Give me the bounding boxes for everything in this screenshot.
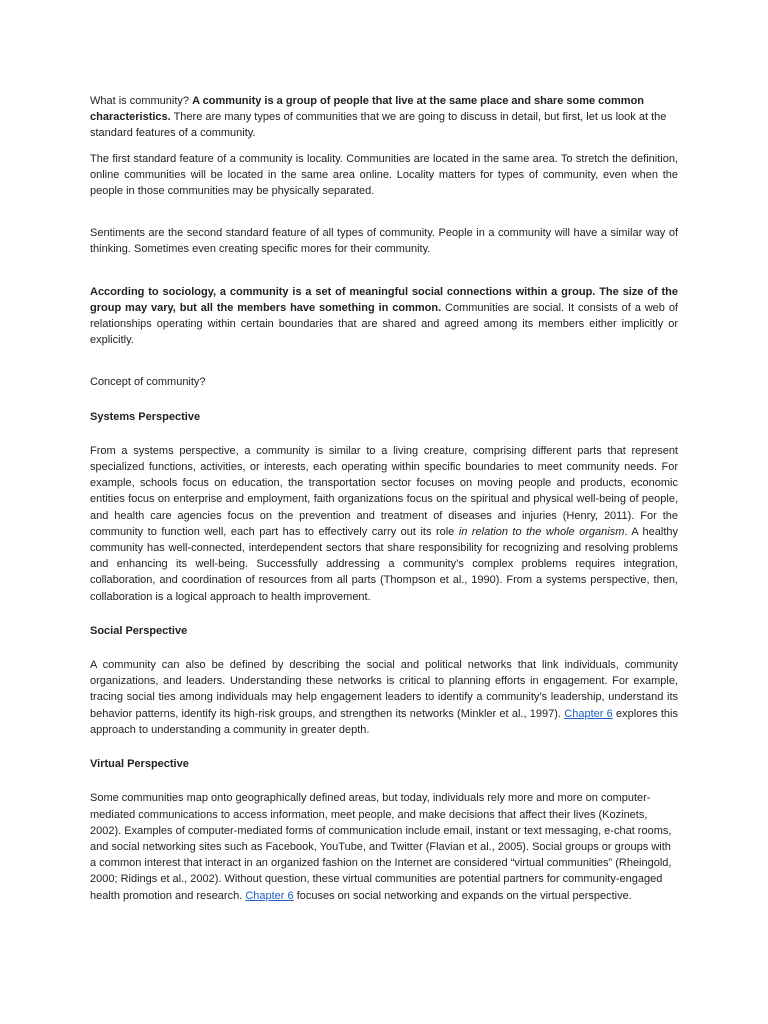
- social-text-1: A community can also be defined by describing the social and political networks that link individuals, community organizations, and leaders. Understanding these networks is critical to planning efforts in engagement. For example, tracing social ties among individuals may help engagement leaders to identify a community’s leadership, understand its behavior patterns, identify its high-risk groups, and strengthen its networks (Minkler et al., 1997).: [90, 659, 678, 720]
- concept-question: Concept of community?: [90, 376, 206, 389]
- intro-definition: A community is a group of people that live at the same place and share some common characteristics.: [90, 95, 645, 124]
- social-heading: Social Perspective: [90, 624, 188, 637]
- chapter-6-link[interactable]: Chapter 6: [564, 707, 613, 720]
- systems-italic: in relation to the whole organism: [458, 525, 625, 538]
- sociology-rest: Communities are social. It consists of a web of relationships operating within certain boundaries that are shared and agreed among its members either implicitly or explicitly.: [90, 301, 678, 347]
- document-page: [90, 93, 678, 904]
- systems-paragraph: [90, 443, 678, 605]
- systems-text-2: . A healthy community has well-connected, interdependent sectors that share responsibility for recognizing and resolving problems and enhancing its well-being. Successfully addressing a community’s complex problems requires integration, collaboration, and coordination of resources from all parts (Thompson et al., 1990). From a systems perspective, then, collaboration is a logical approach to health improvement.: [90, 525, 679, 603]
- systems-text-1: From a systems perspective, a community is similar to a living creature, comprising different parts that represent specialized functions, activities, or interests, each operating within specific boundaries to meet community needs. For example, schools focus on education, the transportation sector focuses on moving people and products, economic entities focus on enterprise and employment, faith organizations focus on the spiritual and physical well-being of people, and health care agencies focus on the prevention and treatment of diseases and injuries (Henry, 2011). For the community to function well, each part has to effectively carry out its role: [90, 444, 678, 538]
- social-paragraph: [90, 657, 678, 738]
- chapter-6-link[interactable]: Chapter 6: [245, 889, 294, 902]
- systems-heading: Systems Perspective: [90, 410, 201, 423]
- sociology-paragraph: [90, 284, 678, 349]
- intro-paragraph: [90, 93, 678, 142]
- intro-rest: There are many types of communities that we are going to discuss in detail, but first, let us look at the standard features of a community.: [90, 111, 667, 140]
- virtual-text-2: focuses on social networking and expands on the virtual perspective.: [293, 889, 632, 902]
- intro-question: What is community?: [90, 95, 193, 107]
- virtual-text-1: Some communities map onto geographically defined areas, but today, individuals rely more and more on computer-mediated communications to access information, meet people, and make decisions that affect their lives (Kozinets, 2002). Examples of computer-mediated forms of communication include email, instant or text messaging, e-chat rooms, and social networking sites such as Facebook, YouTube, and Twitter (Flavian et al., 2005). Social groups or groups with a common interest that interact in an organized fashion on the Internet are considered “virtual communities” (Rheingold, 2000; Ridings et al., 2002). Without question, these virtual communities are potential partners for community-engaged health promotion and research.: [90, 792, 672, 902]
- sociology-definition: According to sociology, a community is a set of meaningful social connections within a group. The size of the group may vary, but all the members have something in common.: [90, 285, 678, 314]
- social-text-2: explores this approach to understanding a community in greater depth.: [90, 707, 678, 736]
- virtual-heading: Virtual Perspective: [90, 758, 189, 771]
- virtual-paragraph: [90, 790, 678, 903]
- sentiments-paragraph: Sentiments are the second standard feature of all types of community. People in a community will have a similar way of thinking. Sometimes even creating specific mores for their community.: [90, 227, 678, 256]
- locality-paragraph: The first standard feature of a community is locality. Communities are located in the same area. To stretch the definition, online communities will be located in the same area online. Locality matters for types of community, even when the people in those communities may be physically separated.: [90, 152, 678, 198]
